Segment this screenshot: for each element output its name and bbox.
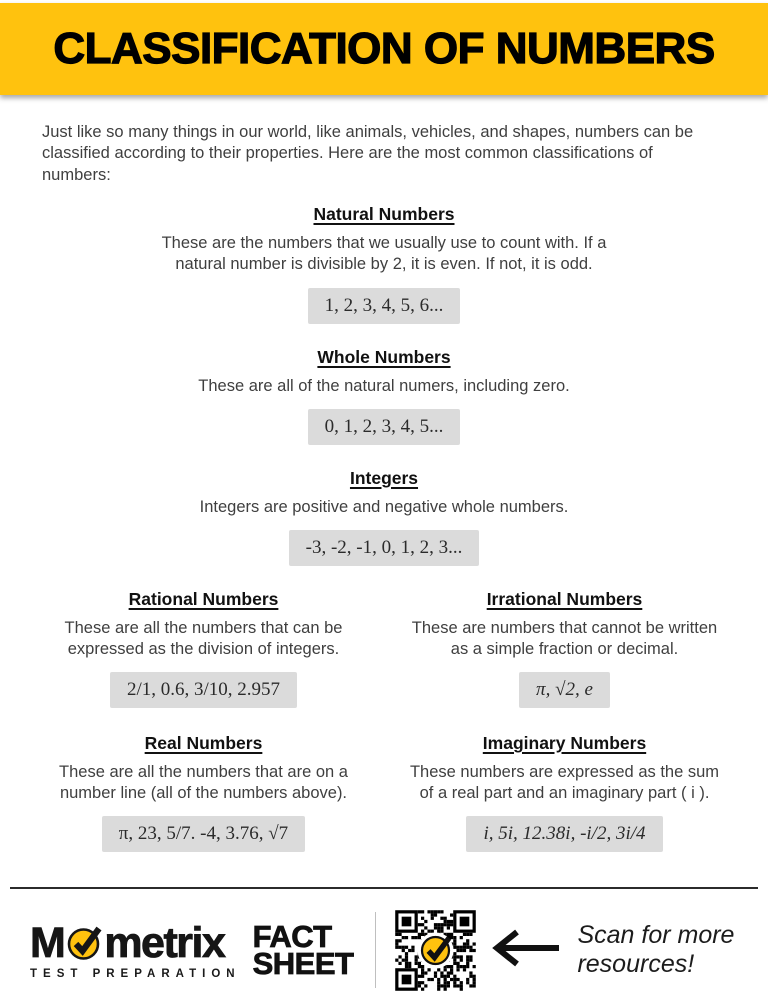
section-title: Rational Numbers	[128, 588, 279, 609]
section-title: Irrational Numbers	[486, 588, 643, 609]
section-description: These are all of the natural numers, including zero.	[198, 376, 570, 395]
section-natural-numbers	[0, 204, 768, 323]
footer-divider-line	[10, 887, 758, 889]
brand-letters-metrix: metrix	[104, 919, 225, 968]
section-description: These are all the numbers that can be expressed as the division of integers.	[64, 618, 343, 658]
section-irrational-numbers	[397, 589, 732, 708]
example-values: 1, 2, 3, 4, 5, 6...	[324, 294, 444, 316]
sheet-line: SHEET	[252, 946, 354, 982]
footer-vertical-divider	[375, 912, 376, 988]
section-integers	[0, 468, 768, 566]
section-description: These are numbers that cannot be written as a simple fraction or decimal.	[411, 618, 718, 658]
example-values: π, 23, 5/7. -4, 3.76, √7	[118, 823, 289, 845]
intro-paragraph: Just like so many things in our world, like animals, vehicles, and shapes, numbers can be classified according to their properties. Here are the most common classifications of numbers:	[42, 123, 694, 184]
example-box	[308, 288, 461, 324]
section-description: These numbers are expressed as the sum of a real part and an imaginary part ( i ).	[409, 762, 720, 803]
section-title: Real Numbers	[144, 732, 263, 753]
section-whole-numbers	[0, 347, 768, 445]
footer	[0, 898, 768, 1002]
example-values: 0, 1, 2, 3, 4, 5...	[324, 415, 444, 437]
section-imaginary-numbers	[397, 733, 732, 852]
mometrix-logo	[30, 920, 241, 980]
fact-sheet-page	[0, 3, 768, 1000]
page-title: CLASSIFICATION OF NUMBERS	[53, 24, 715, 73]
section-real-numbers	[36, 733, 371, 852]
example-values: -3, -2, -1, 0, 1, 2, 3...	[305, 536, 463, 558]
example-box	[289, 530, 480, 566]
left-arrow-icon	[491, 927, 563, 974]
example-box	[519, 672, 610, 708]
fact-line: FACT	[252, 918, 332, 954]
section-description: These are all the numbers that are on a number line (all of the numbers above).	[59, 762, 348, 803]
fact-sheet-label	[252, 918, 354, 982]
two-column-sections	[0, 589, 768, 877]
section-title: Natural Numbers	[313, 204, 455, 225]
brand-row	[30, 920, 241, 967]
example-values: 2/1, 0.6, 3/10, 2.957	[126, 678, 281, 700]
brand-tagline: TEST PREPARATION	[30, 968, 241, 981]
checkmark-circle-icon	[66, 922, 103, 967]
example-box	[466, 816, 662, 852]
header-banner	[0, 3, 768, 95]
qr-code	[392, 907, 479, 994]
scan-for-more-text: Scan for more resources!	[577, 920, 735, 979]
section-rational-numbers	[36, 589, 371, 708]
brand-letter-m: M	[30, 919, 65, 968]
example-values: i, 5i, 12.38i, -i/2, 3i/4	[483, 823, 646, 845]
example-box	[102, 816, 305, 852]
section-description: Integers are positive and negative whole numbers.	[199, 497, 569, 516]
example-values: π, √2, e	[536, 678, 593, 700]
example-box	[308, 409, 461, 445]
section-title: Imaginary Numbers	[482, 732, 647, 753]
section-title: Whole Numbers	[317, 346, 451, 367]
section-description: These are the numbers that we usually use to count with. If a natural number is divisible by 2, it is even. If not, it is odd.	[161, 234, 607, 274]
section-title: Integers	[349, 467, 419, 488]
example-box	[110, 672, 297, 708]
